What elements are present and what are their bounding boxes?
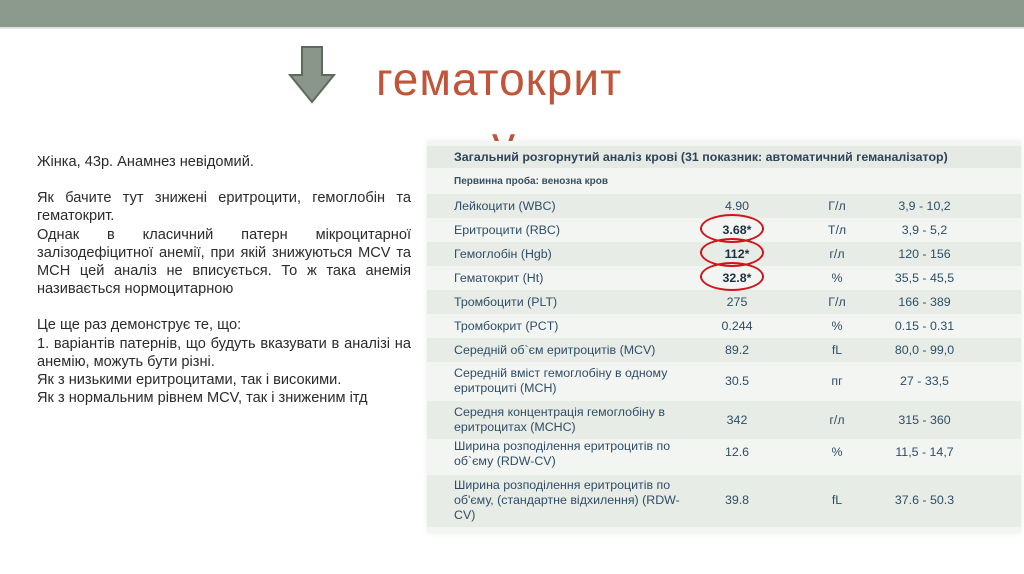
table-row [427, 338, 1021, 362]
row-reference: 3,9 - 5,2 [901, 223, 948, 237]
highlight-circle-ht [700, 262, 764, 291]
table-row [427, 362, 1021, 401]
row-value: 342 [726, 413, 748, 427]
row-value: 0.244 [721, 319, 753, 333]
row-reference: 80,0 - 99,0 [894, 343, 955, 357]
explanation-text [37, 153, 411, 407]
row-reference: 3,9 - 10,2 [898, 199, 951, 213]
row-name: Гематокрит (Ht) [454, 271, 544, 285]
row-unit: fL [831, 493, 843, 507]
slide-title: гематокрит [376, 53, 623, 105]
row-unit: Т/л [827, 223, 847, 237]
text-paragraph: Як бачите тут знижені еритроцити, гемоглобін та гематокрит. [37, 190, 411, 225]
row-unit: Г/л [828, 199, 846, 213]
row-value: 12.6 [724, 445, 750, 459]
text-paragraph: Однак в класичний патерн мікроцитарної залізодефіцитної анемії, при якій знижуються MCV та MCH цей аналіз не вписується. То ж така анемія називається нормоцитарною [37, 226, 411, 298]
report-title: Загальний розгорнутий аналіз крові (31 показник: автоматичний геманалізатор) [454, 150, 948, 164]
table-row [427, 475, 1021, 527]
table-row [427, 314, 1021, 338]
row-value: 3.68* [722, 223, 752, 237]
row-name: Тромбоцити (PLT) [454, 295, 558, 309]
top-bar [0, 0, 1024, 27]
row-unit: г/л [829, 247, 845, 261]
row-unit: % [831, 271, 843, 285]
row-name: Лейкоцити (WBC) [454, 199, 556, 213]
row-value: 32.8* [722, 271, 752, 285]
row-unit: Г/л [828, 295, 846, 309]
row-name: Середній об`єм еритроцитів (MCV) [454, 343, 656, 357]
down-arrow-icon [287, 45, 337, 105]
text-paragraph: Це ще раз демонструє те, що: [37, 317, 242, 334]
blood-test-report [427, 141, 1021, 533]
row-reference: 37.6 - 50.3 [894, 493, 955, 507]
row-value: 4.90 [724, 199, 750, 213]
row-unit: пг [831, 374, 843, 388]
table-row [427, 290, 1021, 314]
table-row [427, 401, 1021, 439]
row-name: Ширина розподілення еритроцитів по об`єму (RDW-CV) [454, 439, 671, 468]
report-subtitle: Первинна проба: венозна кров [454, 176, 608, 187]
row-value: 30.5 [724, 374, 750, 388]
row-reference: 120 - 156 [898, 247, 951, 261]
row-value: 275 [726, 295, 748, 309]
row-name: Еритроцити (RBC) [454, 223, 561, 237]
row-name: Ширина розподілення еритроцитів по об'єму, (стандартне відхилення) (RDW-CV) [454, 478, 680, 522]
row-reference: 0.15 - 0.31 [894, 319, 955, 333]
row-unit: г/л [829, 413, 845, 427]
row-unit: % [831, 319, 843, 333]
row-name: Середній вміст гемоглобіну в одному еритроциті (MCH) [454, 366, 668, 395]
row-unit: fL [831, 343, 843, 357]
row-value: 89.2 [724, 343, 750, 357]
row-name: Гемоглобін (Hgb) [454, 247, 552, 261]
row-name: Тромбокрит (PCT) [454, 319, 559, 333]
row-value: 112* [724, 247, 750, 261]
row-reference: 11,5 - 14,7 [895, 445, 954, 459]
text-paragraph: Як з низькими еритроцитами, так і високими. [37, 372, 342, 389]
top-divider [0, 27, 1024, 29]
text-paragraph: 1. варіантів патернів, що будуть вказувати в аналізі на анемію, можуть бути різні. [37, 335, 411, 370]
table-row [427, 439, 1021, 475]
row-reference: 35,5 - 45,5 [894, 271, 955, 285]
row-value: 39.8 [724, 493, 750, 507]
patient-info: Жінка, 43р. Анамнез невідомий. [37, 154, 254, 170]
row-reference: 27 - 33,5 [900, 374, 949, 388]
row-reference: 315 - 360 [898, 413, 951, 427]
text-paragraph: Як з нормальним рівнем MCV, так і зниженим ітд [37, 390, 368, 407]
row-reference: 166 - 389 [898, 295, 951, 309]
row-name: Середня концентрація гемоглобіну в еритроцитах (MCHC) [454, 405, 665, 434]
row-unit: % [831, 445, 843, 459]
slide-title-overflow [492, 114, 532, 142]
